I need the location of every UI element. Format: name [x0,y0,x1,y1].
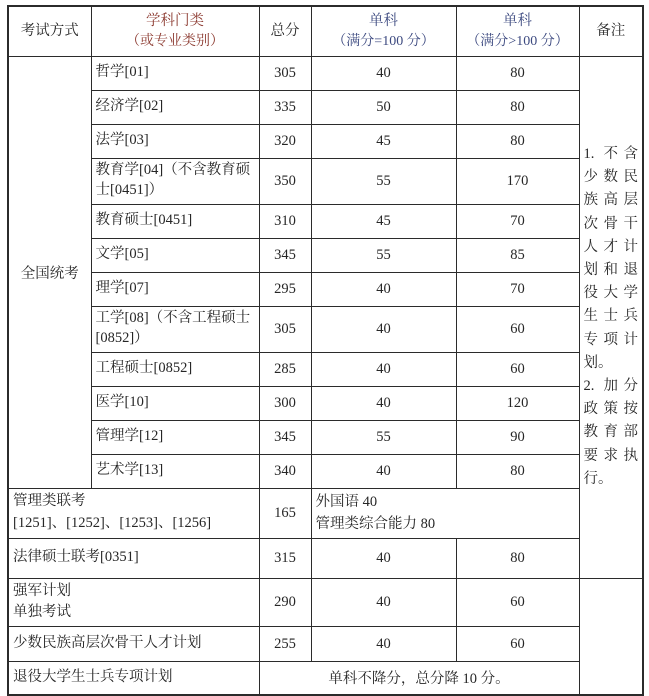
total-cell: 255 [259,627,311,662]
table-row-veteran-plan [8,662,643,695]
table-row-engineering-master [8,352,643,386]
management-joint-single-line2: 管理类综合能力 80 [315,516,436,532]
total-cell: 345 [259,420,311,454]
exam-method-law-joint: 法律硕士联考[0351] [8,538,259,578]
table-row-philosophy [8,56,643,90]
header-total-score [259,6,311,56]
subject-cell: 经济学[02] [91,90,259,124]
singlegt100-cell: 60 [456,627,579,662]
exam-method-management-joint [8,488,259,538]
header-single-gt100-line2: （满分>100 分） [466,33,569,49]
header-total-score-label: 总分 [270,22,300,39]
table-row-law [8,124,643,158]
total-cell: 335 [259,90,311,124]
total-cell: 320 [259,124,311,158]
management-joint-single-cell [311,488,579,538]
singlegt100-cell: 70 [456,204,579,238]
remarks-cell-empty [579,578,643,695]
single100-cell: 55 [311,158,456,204]
table-row-minority-plan [8,627,643,662]
singlegt100-cell: 60 [456,352,579,386]
table-row-economics [8,90,643,124]
header-row [8,6,643,56]
table-row-art [8,454,643,488]
subject-cell: 管理学[12] [91,420,259,454]
single100-cell: 40 [311,272,456,306]
header-single-eq100-line2: （满分=100 分） [332,33,435,49]
singlegt100-cell: 60 [456,578,579,627]
single100-cell: 40 [311,352,456,386]
management-joint-label-line1: 管理类联考 [13,493,86,510]
subject-cell: 工学[08]（不含工程硕士[0852]） [91,306,259,352]
single100-cell: 45 [311,124,456,158]
remark-item-1: 1. 不含少数民族高层次骨干人才计划和退役大学生士兵专项计划。 [583,146,638,371]
singlegt100-cell: 85 [456,238,579,272]
table-row-management [8,420,643,454]
subject-cell: 哲学[01] [91,56,259,90]
exam-method-national: 全国统考 [8,56,91,488]
singlegt100-cell: 80 [456,454,579,488]
total-cell: 300 [259,386,311,420]
total-cell: 295 [259,272,311,306]
header-subject-category-line2: （或专业类别） [126,33,224,49]
management-joint-single-line1: 外国语 40 [315,493,378,510]
total-cell: 340 [259,454,311,488]
table-row-military-plan [8,578,643,627]
military-plan-label-line1: 强军计划 [13,582,71,599]
single100-cell: 45 [311,204,456,238]
total-cell: 165 [259,488,311,538]
subject-cell: 工程硕士[0852] [91,352,259,386]
table-row-education-master [8,204,643,238]
singlegt100-cell: 90 [456,420,579,454]
single100-cell: 40 [311,306,456,352]
total-cell: 290 [259,578,311,627]
management-joint-label-line2: [1251]、[1252]、[1253]、[1256] [13,515,212,531]
singlegt100-cell: 80 [456,56,579,90]
table-row-management-joint [8,488,643,538]
single100-cell: 50 [311,90,456,124]
header-subject-category [91,6,259,56]
subject-cell: 理学[07] [91,272,259,306]
header-remarks-label: 备注 [596,22,626,39]
subject-cell: 法学[03] [91,124,259,158]
subject-cell: 教育硕士[0451] [91,204,259,238]
header-single-gt100 [456,6,579,56]
military-plan-label-line2: 单独考试 [13,604,71,621]
single100-cell: 40 [311,454,456,488]
total-cell: 345 [259,238,311,272]
single100-cell: 40 [311,538,456,578]
singlegt100-cell: 60 [456,306,579,352]
exam-method-minority-plan: 少数民族高层次骨干人才计划 [8,627,259,662]
single100-cell: 55 [311,420,456,454]
single100-cell: 40 [311,56,456,90]
subject-cell: 教育学[04]（不含教育硕士[0451]） [91,158,259,204]
header-remarks [579,6,643,56]
exam-method-military-plan [8,578,259,627]
singlegt100-cell: 120 [456,386,579,420]
single100-cell: 55 [311,238,456,272]
admission-score-table [7,5,644,696]
total-cell: 305 [259,306,311,352]
subject-cell: 艺术学[13] [91,454,259,488]
header-single-eq100-line1: 单科 [369,12,398,29]
subject-cell: 文学[05] [91,238,259,272]
table-row-medicine [8,386,643,420]
remarks-cell [579,56,643,578]
singlegt100-cell: 80 [456,538,579,578]
header-single-eq100 [311,6,456,56]
singlegt100-cell: 170 [456,158,579,204]
header-exam-method-label: 考试方式 [20,22,79,39]
single100-cell: 40 [311,386,456,420]
singlegt100-cell: 70 [456,272,579,306]
subject-cell: 医学[10] [91,386,259,420]
header-exam-method [8,6,91,56]
single100-cell: 40 [311,578,456,627]
total-cell: 305 [259,56,311,90]
table-row-education [8,158,643,204]
single100-cell: 40 [311,627,456,662]
table-row-law-joint [8,538,643,578]
header-single-gt100-line1: 单科 [503,12,532,29]
total-cell: 350 [259,158,311,204]
veteran-policy-cell: 单科不降分，总分降 10 分。 [259,662,579,695]
singlegt100-cell: 80 [456,90,579,124]
singlegt100-cell: 80 [456,124,579,158]
table-row-science [8,272,643,306]
table-row-literature [8,238,643,272]
total-cell: 310 [259,204,311,238]
exam-method-veteran-plan: 退役大学生士兵专项计划 [8,662,259,695]
total-cell: 315 [259,538,311,578]
header-subject-category-line1: 学科门类 [146,12,204,29]
total-cell: 285 [259,352,311,386]
table-row-engineering [8,306,643,352]
remark-item-2: 2. 加分政策按教育部要求执行。 [583,377,638,487]
